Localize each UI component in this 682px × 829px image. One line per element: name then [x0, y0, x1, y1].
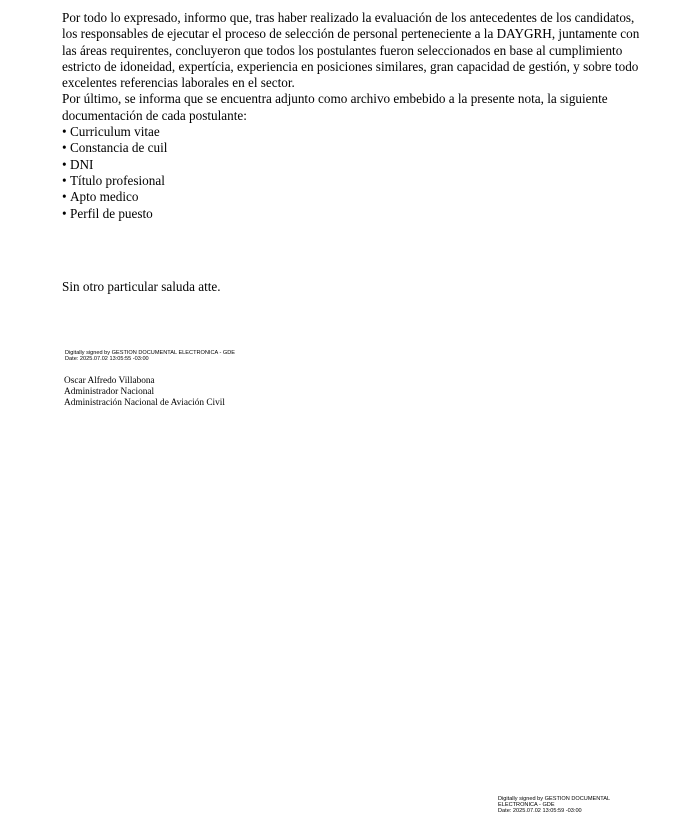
document-body: [62, 10, 652, 222]
signature-stamp-line: Digitally signed by GESTION DOCUMENTAL ELECTRONICA - GDE: [65, 350, 236, 356]
bullet-icon: •: [62, 124, 67, 140]
list-item: • DNI: [62, 156, 94, 172]
bullet-icon: •: [62, 140, 67, 156]
signer-organization: Administración Nacional de Aviación Civil: [64, 398, 225, 409]
signer-name: Oscar Alfredo Villabona: [64, 376, 155, 386]
attachments-list: [62, 124, 652, 222]
footer-stamp-date: Date: 2025.07.02 13:05:59 -03:00: [498, 808, 582, 814]
signer-position: Administrador Nacional: [64, 387, 155, 398]
bullet-icon: •: [62, 205, 67, 221]
paragraph-attachments-intro: Por último, se informa que se encuentra adjunto como archivo embebido a la presente nota, la siguiente documentación de cada postulante:: [62, 91, 608, 123]
bullet-icon: •: [62, 189, 67, 205]
footer-stamp-line: ELECTRONICA - GDE: [498, 802, 555, 808]
footer-stamp-line: Digitally signed by GESTION DOCUMENTAL: [498, 796, 611, 802]
list-item: • Perfil de puesto: [62, 205, 153, 221]
closing-salutation: Sin otro particular saluda atte.: [62, 279, 221, 294]
paragraph-evaluation: Por todo lo expresado, informo que, tras haber realizado la evaluación de los antecedentes de los candidatos, los responsables de ejecutar el proceso de selección de personal perteneciente a la DAYGRH, juntamente con las áreas requirentes, concluyeron que todos los postulantes fueron seleccionados en base al cumplimiento estricto de idoneidad, expertícia, experiencia en posiciones similares, gran capacidad de gestión, y sobre todo excelentes referencias laborales en el sector.: [62, 10, 640, 91]
signature-stamp-date: Date: 2025.07.02 13:05:55 -03:00: [65, 356, 149, 362]
footer-digital-signature-stamp: [498, 796, 648, 814]
signer-block: [64, 376, 225, 410]
list-item: • Apto medico: [62, 189, 139, 205]
bullet-icon: •: [62, 156, 67, 172]
bullet-icon: •: [62, 172, 67, 188]
digital-signature-stamp: [65, 350, 235, 362]
list-item: • Título profesional: [62, 172, 165, 188]
list-item: • Curriculum vitae: [62, 124, 160, 140]
list-item: • Constancia de cuil: [62, 140, 168, 156]
